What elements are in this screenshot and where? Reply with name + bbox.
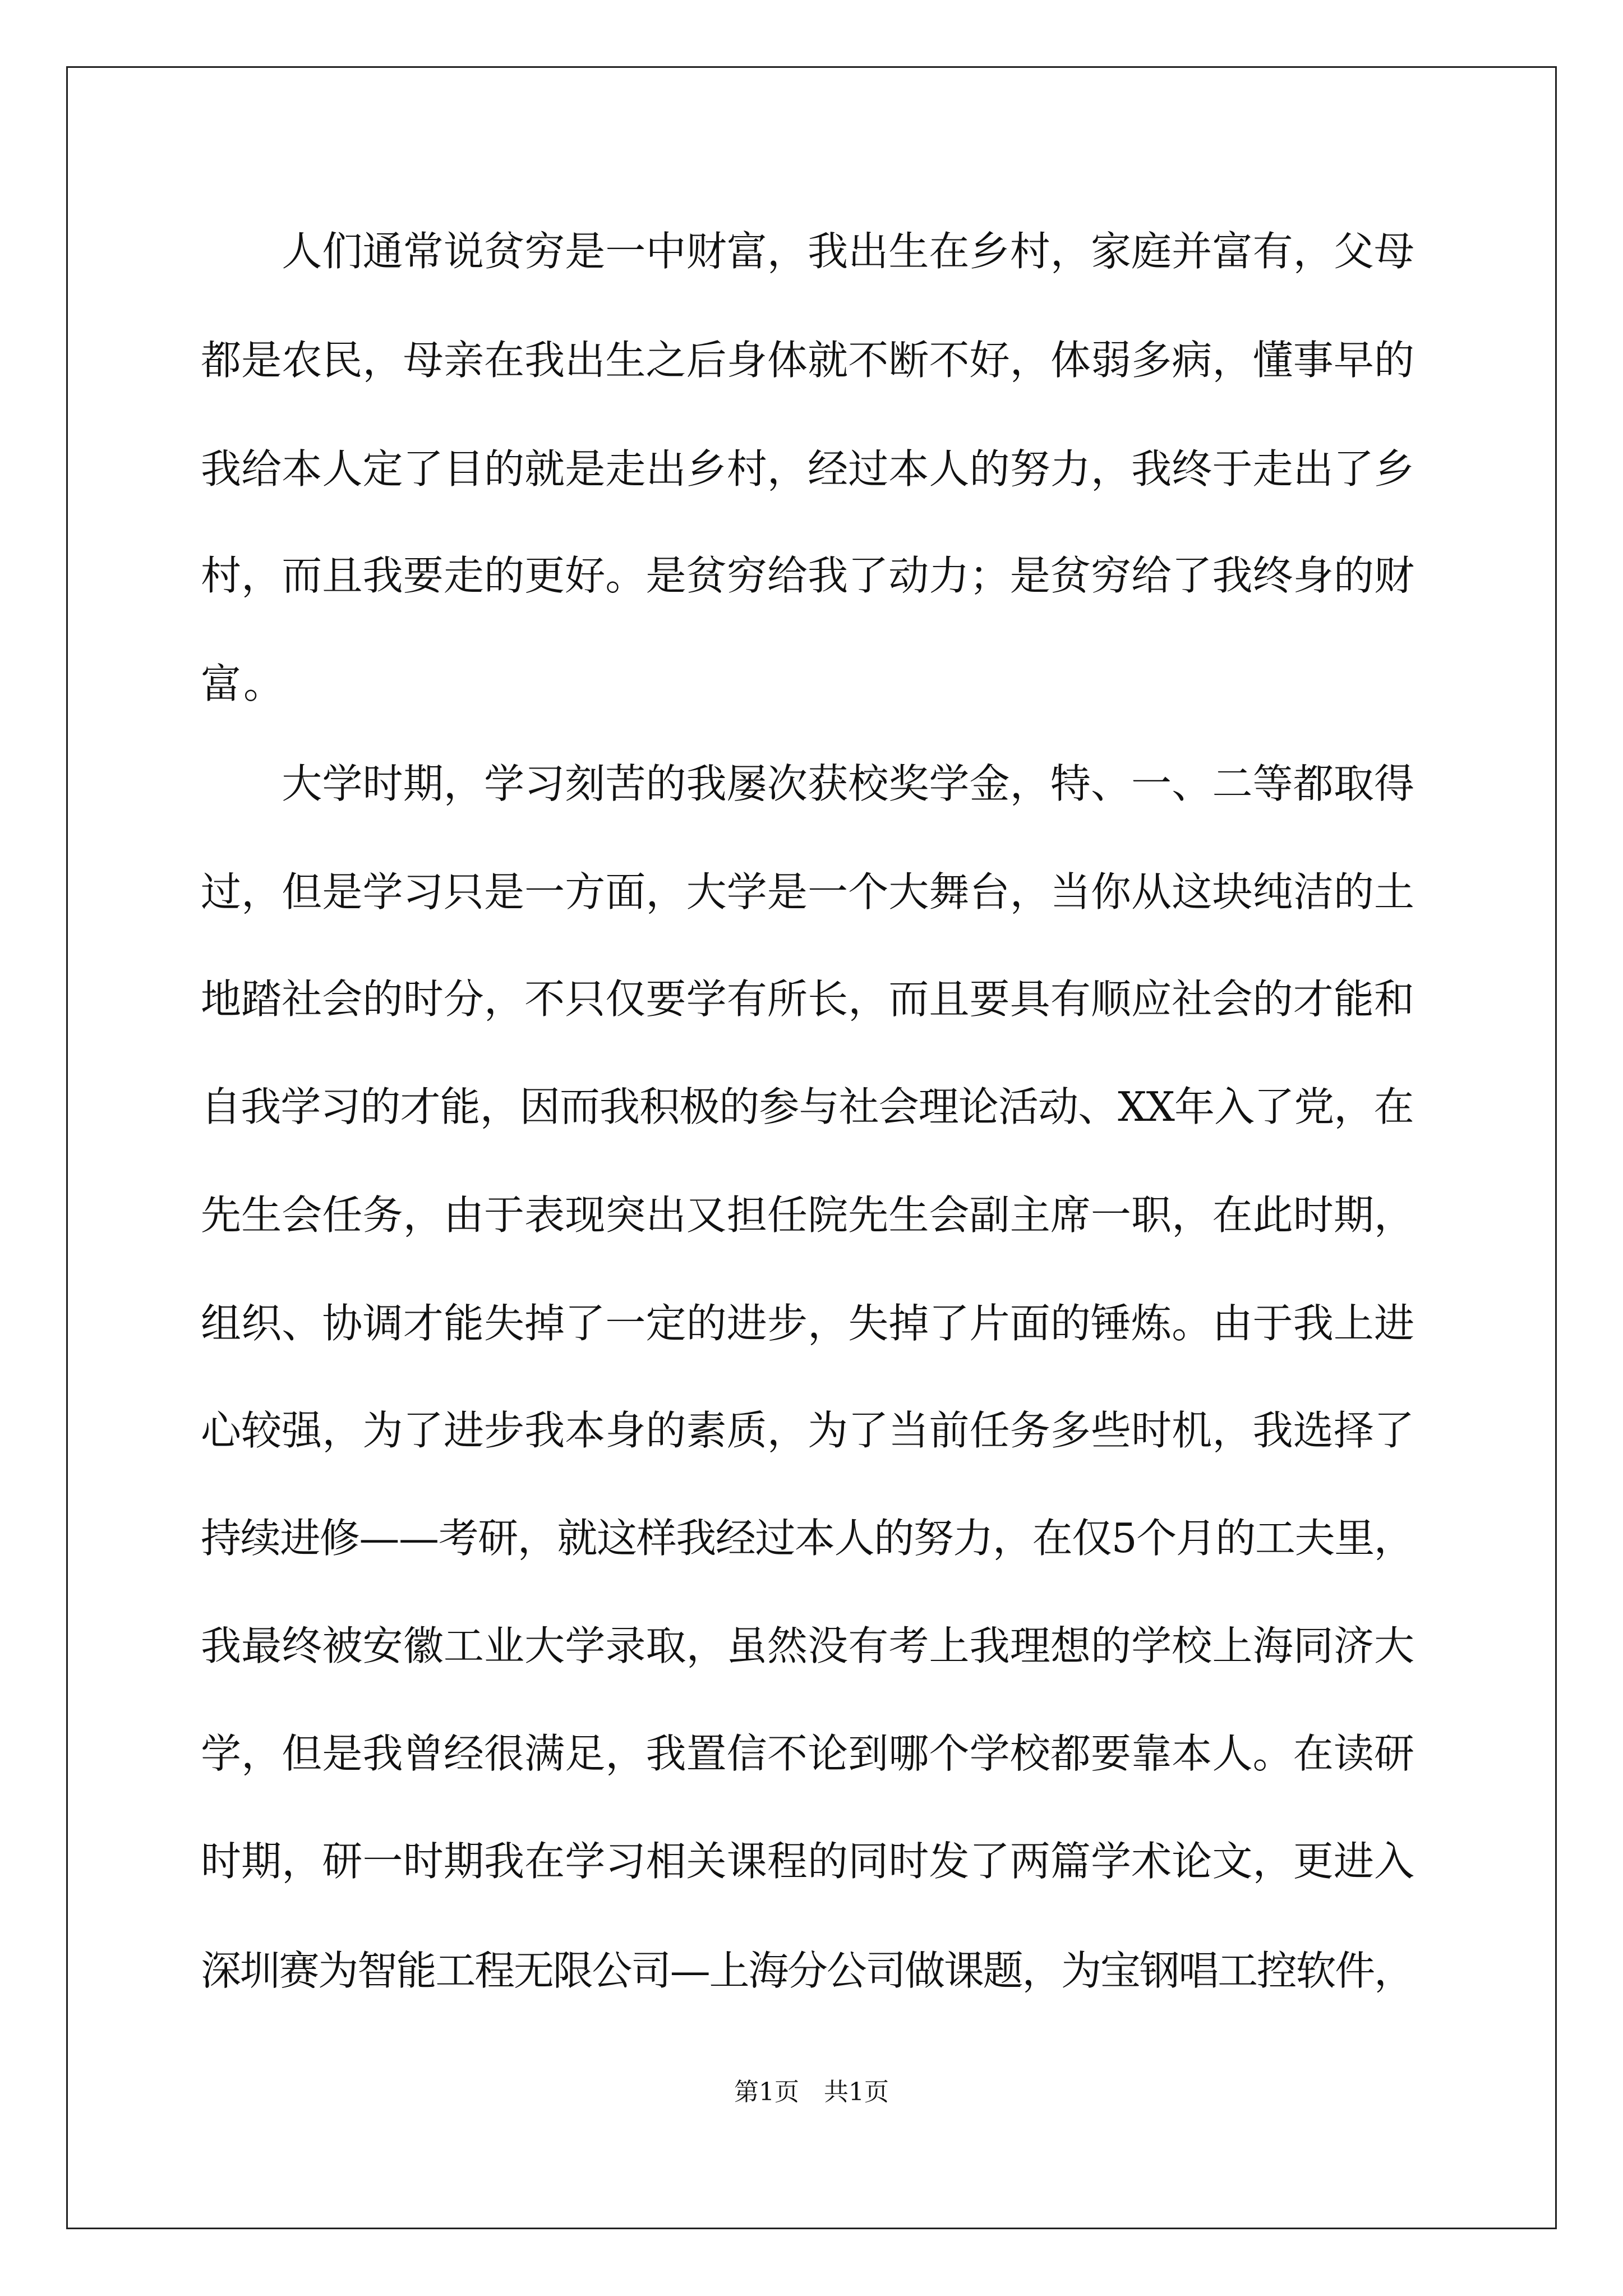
text-line: 大学时期，学习刻苦的我屡次获校奖学金，特、一、二等都取得	[201, 760, 1415, 807]
text-line: 深圳赛为智能工程无限公司—上海分公司做课题，为宝钢唱工控软件，	[201, 1947, 1413, 1994]
text-line: 地踏社会的时分，不只仅要学有所长，而且要具有顺应社会的才能和	[201, 976, 1415, 1023]
text-line: 自我学习的才能，因而我积极的参与社会理论活动、XX年入了党，在	[201, 1083, 1414, 1130]
page-footer: 第1页 共1页	[734, 2078, 889, 2106]
text-line: 人们通常说贫穷是一中财富，我出生在乡村，家庭并富有，父母	[201, 228, 1415, 275]
text-line: 村，而且我要走的更好。是贫穷给我了动力；是贫穷给了我终身的财	[201, 552, 1415, 599]
text-line: 时期，研一时期我在学习相关课程的同时发了两篇学术论文，更进入	[201, 1838, 1415, 1885]
text-line: 心较强，为了进步我本身的素质，为了当前任务多些时机，我选择了	[201, 1407, 1415, 1454]
text-line: 持续进修——考研，就这样我经过本人的努力，在仅5个月的工夫里，	[201, 1515, 1414, 1562]
text-line: 组织、协调才能失掉了一定的进步，失掉了片面的锤炼。由于我上进	[201, 1300, 1415, 1347]
text-line: 学，但是我曾经很满足，我置信不论到哪个学校都要靠本人。在读研	[201, 1730, 1415, 1777]
text-line: 我给本人定了目的就是走出乡村，经过本人的努力，我终于走出了乡	[201, 445, 1415, 493]
text-line: 先生会任务，由于表现突出又担任院先生会副主席一职，在此时期，	[201, 1191, 1415, 1239]
page-border	[66, 66, 1557, 2229]
text-line: 过，但是学习只是一方面，大学是一个大舞台，当你从这块纯洁的土	[201, 868, 1415, 915]
text-line: 都是农民，母亲在我出生之后身体就不断不好，体弱多病，懂事早的	[201, 337, 1415, 384]
text-line: 富。	[201, 660, 287, 707]
text-line: 我最终被安徽工业大学录取，虽然没有考上我理想的学校上海同济大	[201, 1622, 1415, 1669]
